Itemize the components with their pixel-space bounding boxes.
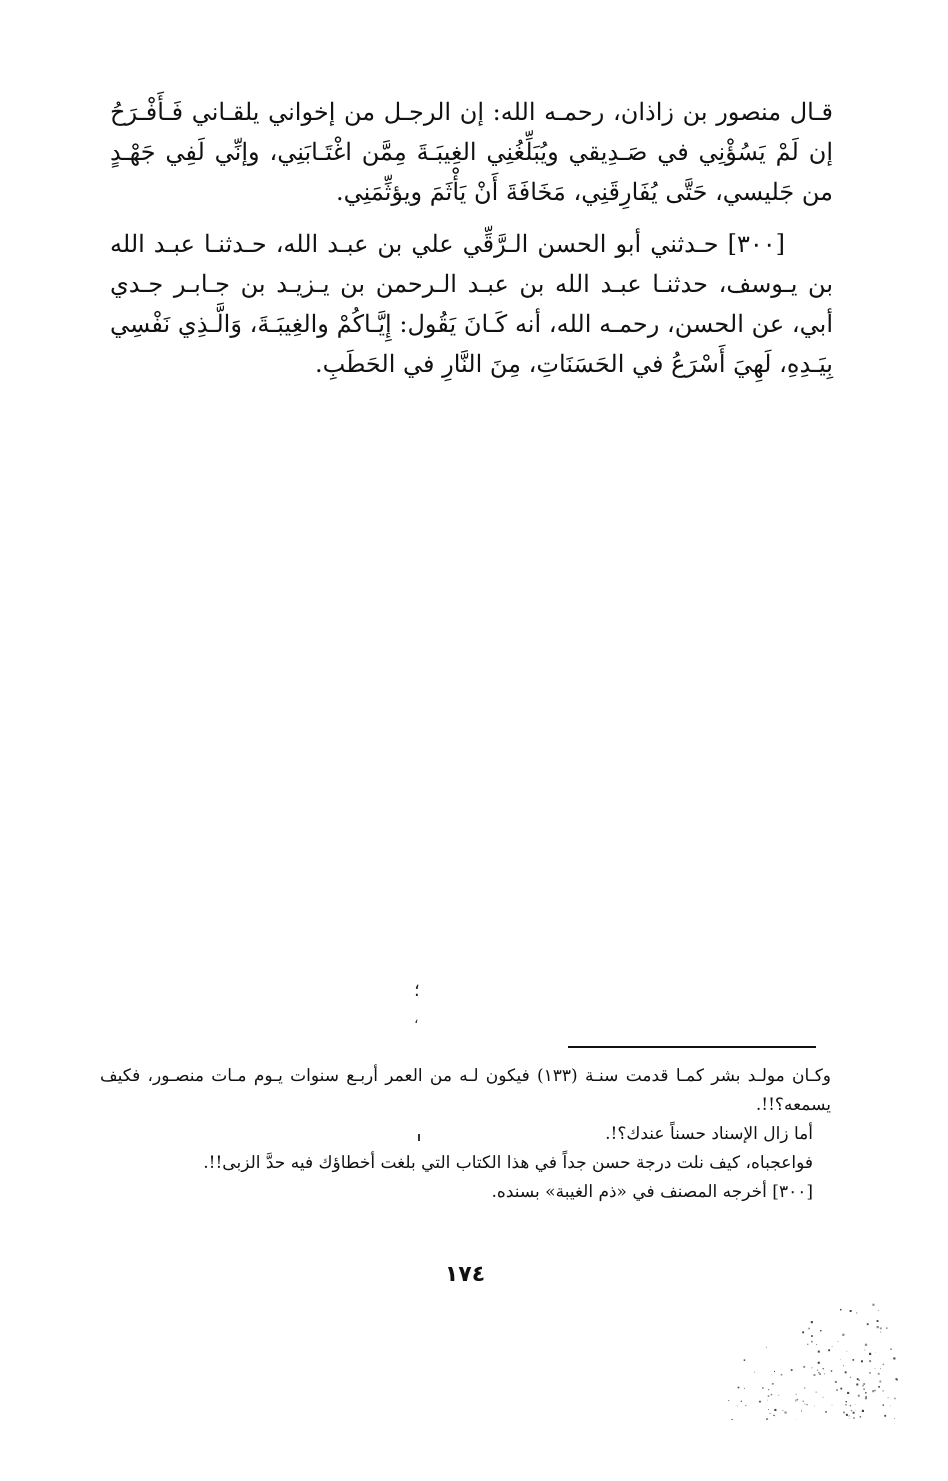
noise-speck (850, 1405, 852, 1407)
noise-speck (795, 1400, 796, 1401)
noise-speck (759, 1401, 760, 1402)
noise-speck (875, 1368, 876, 1369)
noise-speck (838, 1341, 839, 1342)
noise-speck (878, 1373, 880, 1375)
noise-speck (856, 1313, 857, 1314)
noise-speck (846, 1401, 847, 1402)
noise-speck (828, 1349, 830, 1351)
noise-speck (863, 1383, 865, 1385)
noise-speck (875, 1352, 876, 1353)
noise-speck (771, 1394, 773, 1396)
noise-speck (859, 1380, 860, 1381)
noise-speck (880, 1332, 881, 1333)
noise-speck (857, 1378, 859, 1380)
noise-speck (860, 1417, 861, 1418)
noise-speck (849, 1418, 850, 1419)
noise-speck (802, 1331, 804, 1333)
noise-speck (843, 1412, 845, 1414)
noise-speck (846, 1414, 848, 1416)
noise-speck (768, 1389, 769, 1390)
noise-speck (781, 1374, 783, 1376)
noise-speck (865, 1344, 867, 1346)
noise-speck (805, 1404, 806, 1405)
noise-speck (877, 1320, 879, 1322)
noise-speck (825, 1411, 827, 1413)
noise-speck (883, 1390, 884, 1391)
noise-speck (853, 1412, 855, 1414)
paragraph-hadith-300: [٣٠٠] حـدثني أبو الحسن الـرَّقِّي علي بن عبـد الله، حـدثنـا عبـد الله بن يـوسف، حدثنـا عبـد الله بن عبـد الـرحمن بن يـزيـد بن جـابـر جـدي أبي، عن الحسن، رحمـه الله، أنه كَـانَ يَقُول: إِيَّـاكُمْ والغِيبَـةَ، وَالَّـذِي نَفْسِي بِيَـدِهِ، لَهِيَ أَسْرَعُ في الحَسَنَاتِ، مِنَ النَّارِ في الحَطَبِ. (110, 230, 833, 378)
noise-speck (861, 1360, 863, 1362)
noise-speck (883, 1404, 884, 1405)
footnote-bishr-birth: وكـان مولـد بشر كمـا قدمت سنـة (١٣٣) فيكون لـه من العمر أربـع سنوات يـوم مـات منصـور، فكيف يسمعه؟!!. (100, 1066, 831, 1115)
noise-speck (869, 1372, 871, 1374)
noise-speck (835, 1381, 837, 1383)
noise-speck (869, 1353, 871, 1355)
noise-speck (766, 1418, 768, 1420)
noise-speck (855, 1404, 856, 1405)
noise-speck (738, 1387, 740, 1389)
noise-speck (797, 1399, 799, 1401)
noise-speck (823, 1397, 824, 1398)
noise-speck (759, 1401, 761, 1403)
noise-speck (818, 1362, 820, 1364)
noise-speck (741, 1401, 742, 1402)
noise-speck (846, 1351, 847, 1352)
page-number: ١٧٤ (444, 1262, 486, 1287)
noise-speck (737, 1406, 738, 1407)
noise-speck (728, 1400, 729, 1401)
noise-speck (849, 1415, 850, 1416)
noise-speck (862, 1410, 864, 1412)
noise-speck (880, 1328, 882, 1330)
noise-speck (856, 1384, 858, 1386)
noise-speck (842, 1334, 844, 1336)
noise-speck (767, 1400, 768, 1401)
noise-speck (818, 1351, 820, 1353)
noise-speck (772, 1374, 773, 1375)
noise-speck (744, 1388, 745, 1389)
noise-speck (774, 1415, 775, 1416)
paragraph-mansur-quote: قـال منصور بن زاذان، رحمـه الله: إن الرجـل من إخواني يلقـاني فَـأَفْـرَحُ إن لَمْ يَسُؤْنِي في صَـدِيقي ويُبَلِّغُنِي الغِيبَـةَ مِمَّن اغْتَـابَنِي، وإنِّي لَفِي جَهْـدٍ من جَليسي، حَتَّى يُفَارِقَنِي، مَخَافَةَ أَنْ يَأْثَمَ ويؤثِّمَنِي. (110, 98, 833, 206)
noise-speck (869, 1360, 871, 1362)
scan-speck (418, 1134, 420, 1141)
scan-noise-texture (728, 1300, 898, 1420)
noise-speck (731, 1419, 733, 1420)
noise-speck (845, 1371, 847, 1373)
noise-speck (807, 1344, 808, 1345)
noise-speck (884, 1415, 886, 1417)
noise-speck (864, 1350, 865, 1351)
footnotes-section (100, 1062, 831, 1207)
noise-speck (862, 1385, 864, 1387)
noise-speck (896, 1378, 898, 1380)
noise-speck (832, 1346, 833, 1347)
noise-speck (816, 1392, 817, 1393)
noise-speck (894, 1398, 896, 1400)
noise-speck (762, 1387, 763, 1388)
noise-speck (890, 1406, 891, 1407)
noise-speck (880, 1368, 881, 1369)
noise-speck (804, 1388, 805, 1389)
noise-speck (811, 1367, 812, 1368)
noise-speck (782, 1410, 783, 1411)
noise-speck (890, 1348, 892, 1350)
separator-mark: ؛ (414, 980, 420, 1001)
noise-speck (785, 1412, 787, 1414)
noise-speck (886, 1328, 887, 1329)
noise-speck (855, 1410, 856, 1411)
noise-speck (745, 1405, 746, 1406)
noise-speck (832, 1405, 833, 1406)
noise-speck (853, 1417, 855, 1419)
noise-speck (754, 1372, 755, 1373)
noise-speck (845, 1404, 846, 1405)
noise-speck (817, 1370, 818, 1371)
noise-speck (878, 1386, 880, 1388)
noise-speck (795, 1401, 796, 1402)
noise-speck (840, 1309, 842, 1311)
noise-speck (853, 1359, 855, 1361)
noise-speck (874, 1390, 876, 1392)
noise-speck (801, 1411, 802, 1412)
noise-speck (768, 1409, 769, 1410)
footnote-exclamation: فواعجباه، كيف نلت درجة حسن جداً في هذا الكتاب التي بلغت أخطاؤك فيه حدَّ الزبى!!. (203, 1153, 813, 1173)
noise-speck (819, 1373, 820, 1374)
noise-speck (863, 1388, 865, 1390)
noise-speck (894, 1418, 895, 1419)
noise-speck (893, 1357, 895, 1359)
noise-speck (877, 1326, 879, 1328)
noise-speck (803, 1401, 804, 1402)
noise-speck (772, 1383, 774, 1385)
noise-speck (843, 1365, 844, 1366)
separator-mark-secondary: ، (414, 1011, 419, 1027)
noise-speck (872, 1304, 874, 1306)
noise-speck (778, 1395, 779, 1396)
footnote-takhrij-300: [٣٠٠] أخرجه المصنف في «ذم الغيبة» بسنده. (491, 1182, 813, 1202)
noise-speck (774, 1409, 776, 1411)
footnote-isnad-question: أما زال الإسناد حسناً عندك؟!. (605, 1124, 813, 1144)
noise-speck (768, 1395, 770, 1397)
noise-speck (851, 1410, 852, 1411)
noise-speck (831, 1370, 832, 1371)
noise-speck (850, 1377, 851, 1378)
main-text-body (110, 92, 833, 384)
noise-speck (744, 1359, 746, 1361)
noise-speck (814, 1406, 815, 1407)
noise-speck (850, 1310, 852, 1312)
noise-speck (824, 1373, 825, 1374)
noise-speck (814, 1374, 816, 1376)
noise-speck (878, 1310, 879, 1311)
noise-speck (808, 1328, 810, 1330)
noise-speck (806, 1404, 807, 1405)
noise-speck (872, 1390, 874, 1392)
noise-speck (840, 1359, 841, 1360)
noise-speck (865, 1392, 866, 1393)
noise-speck (816, 1344, 817, 1345)
noise-speck (865, 1397, 867, 1399)
footnote-divider (568, 1046, 816, 1048)
noise-speck (766, 1347, 767, 1348)
noise-speck (796, 1394, 797, 1395)
noise-speck (818, 1372, 820, 1374)
noise-speck (769, 1413, 770, 1414)
noise-speck (836, 1389, 838, 1391)
noise-speck (858, 1395, 860, 1397)
noise-speck (847, 1392, 849, 1394)
noise-speck (823, 1368, 824, 1369)
noise-speck (867, 1323, 869, 1325)
noise-speck (883, 1364, 884, 1365)
noise-speck (791, 1369, 793, 1371)
noise-speck (879, 1381, 881, 1383)
noise-speck (774, 1371, 775, 1372)
noise-speck (888, 1397, 889, 1398)
noise-speck (811, 1321, 813, 1323)
noise-speck (803, 1366, 805, 1368)
noise-speck (840, 1388, 842, 1390)
noise-speck (811, 1341, 813, 1343)
noise-speck (820, 1330, 821, 1331)
noise-speck (811, 1335, 813, 1337)
